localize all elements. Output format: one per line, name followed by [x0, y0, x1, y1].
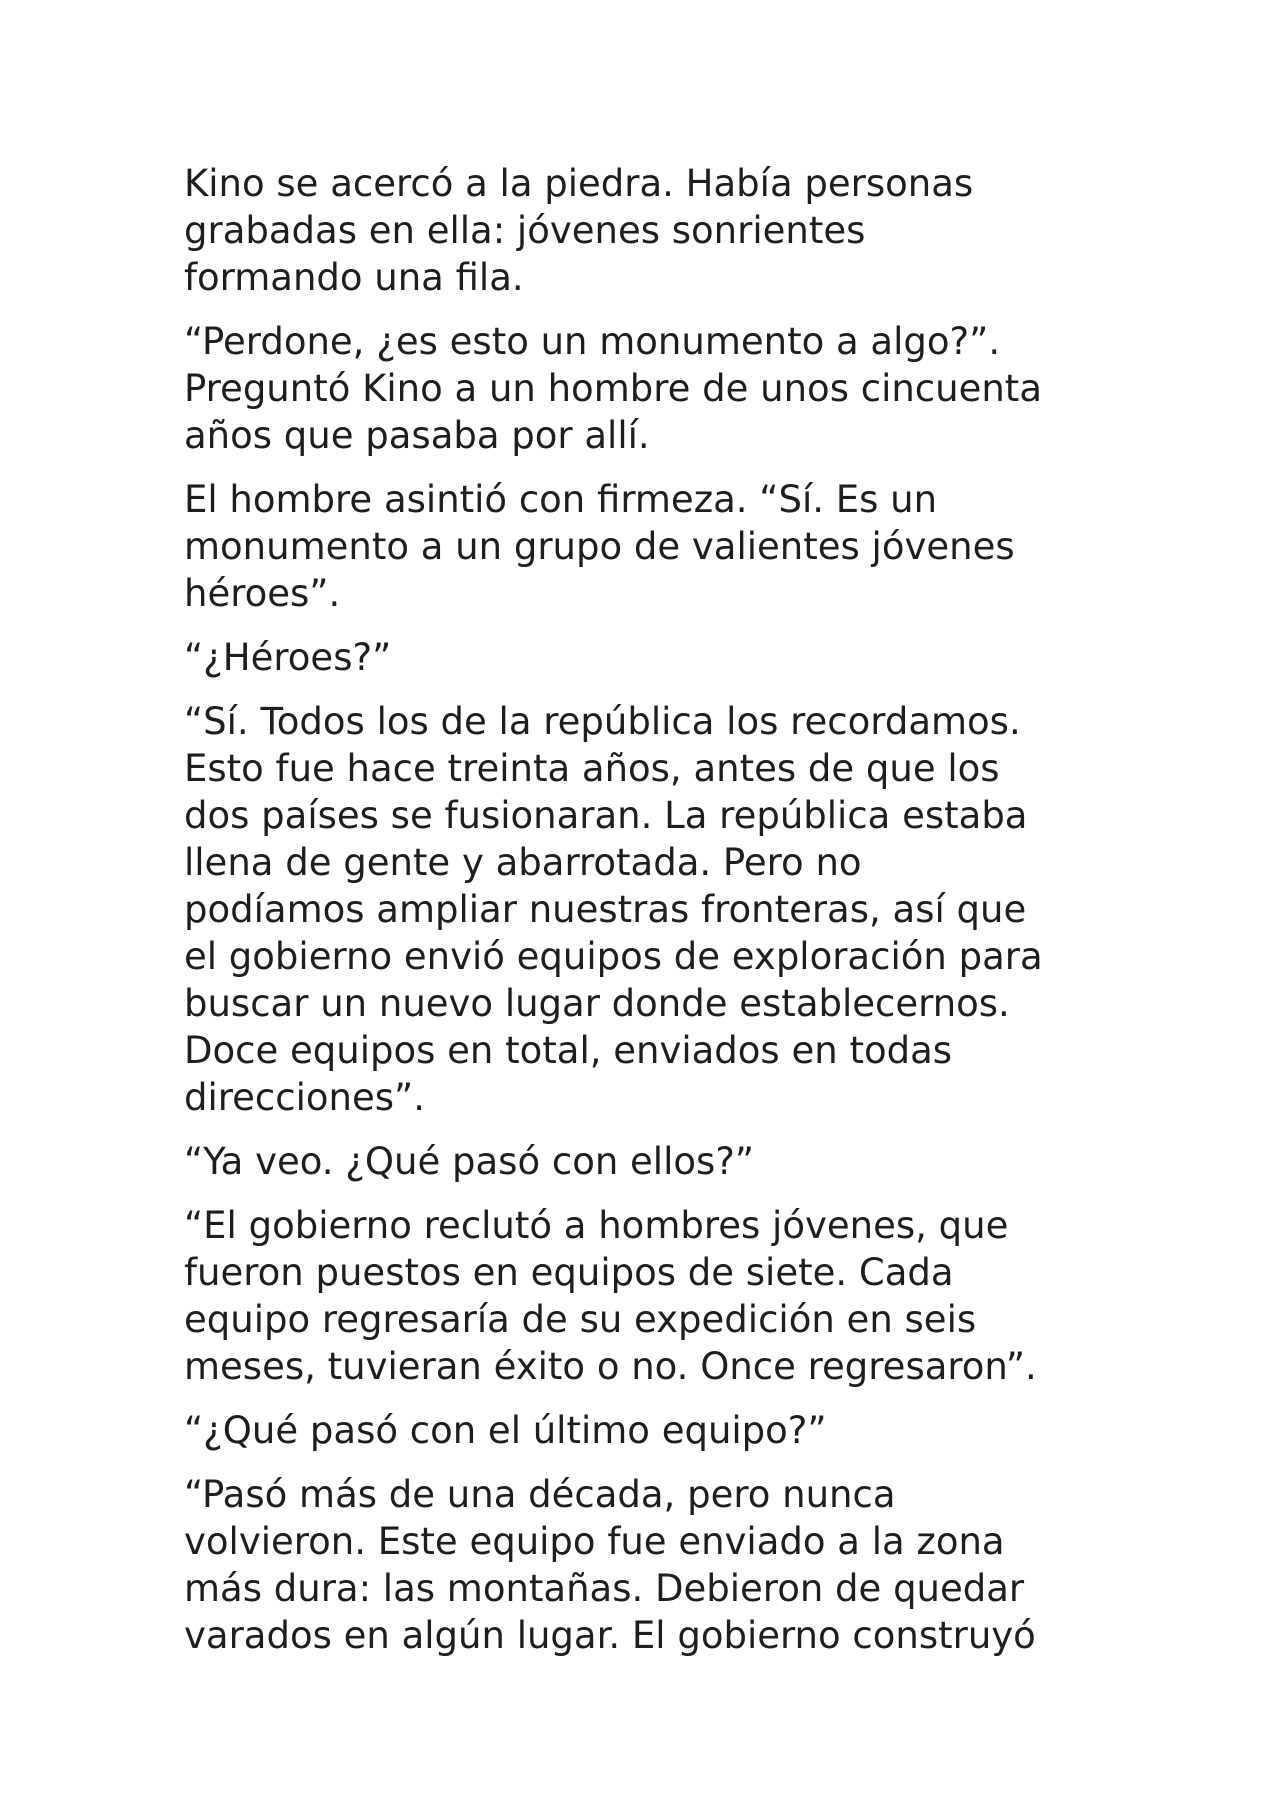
paragraph: “¿Qué pasó con el último equipo?” — [184, 1409, 827, 1452]
document-body — [184, 160, 1124, 1676]
paragraph: “Sí. Todos los de la república los recordamos. Esto fue hace treinta años, antes de que los dos países se fusionaran. La república estaba llena de gente y abarrotada. Pero no podíamos ampliar nuestras fronteras, así que el gobierno envió equipos de exploración para buscar un nuevo lugar donde establecernos. Doce equipos en total, enviados en todas direcciones”. — [184, 700, 1043, 1119]
paragraph: Kino se acercó a la piedra. Había personas grabadas en ella: jóvenes sonrientes formando una fila. — [184, 162, 974, 299]
paragraph: “Pasó más de una década, pero nunca volvieron. Este equipo fue enviado a la zona más dura: las montañas. Debieron de quedar varados en algún lugar. El gobierno construyó — [184, 1473, 1036, 1657]
paragraph: “El gobierno reclutó a hombres jóvenes, que fueron puestos en equipos de siete. Cada equipo regresaría de su expedición en seis meses, tuvieran éxito o no. Once regresaron”. — [184, 1204, 1037, 1388]
paragraph: El hombre asintió con firmeza. “Sí. Es un monumento a un grupo de valientes jóvenes héroes”. — [184, 478, 1015, 615]
paragraph: “Perdone, ¿es esto un monumento a algo?”. Preguntó Kino a un hombre de unos cincuenta años que pasaba por allí. — [184, 320, 1042, 457]
paragraph: “¿Héroes?” — [184, 636, 392, 679]
paragraph: “Ya veo. ¿Qué pasó con ellos?” — [184, 1140, 755, 1183]
